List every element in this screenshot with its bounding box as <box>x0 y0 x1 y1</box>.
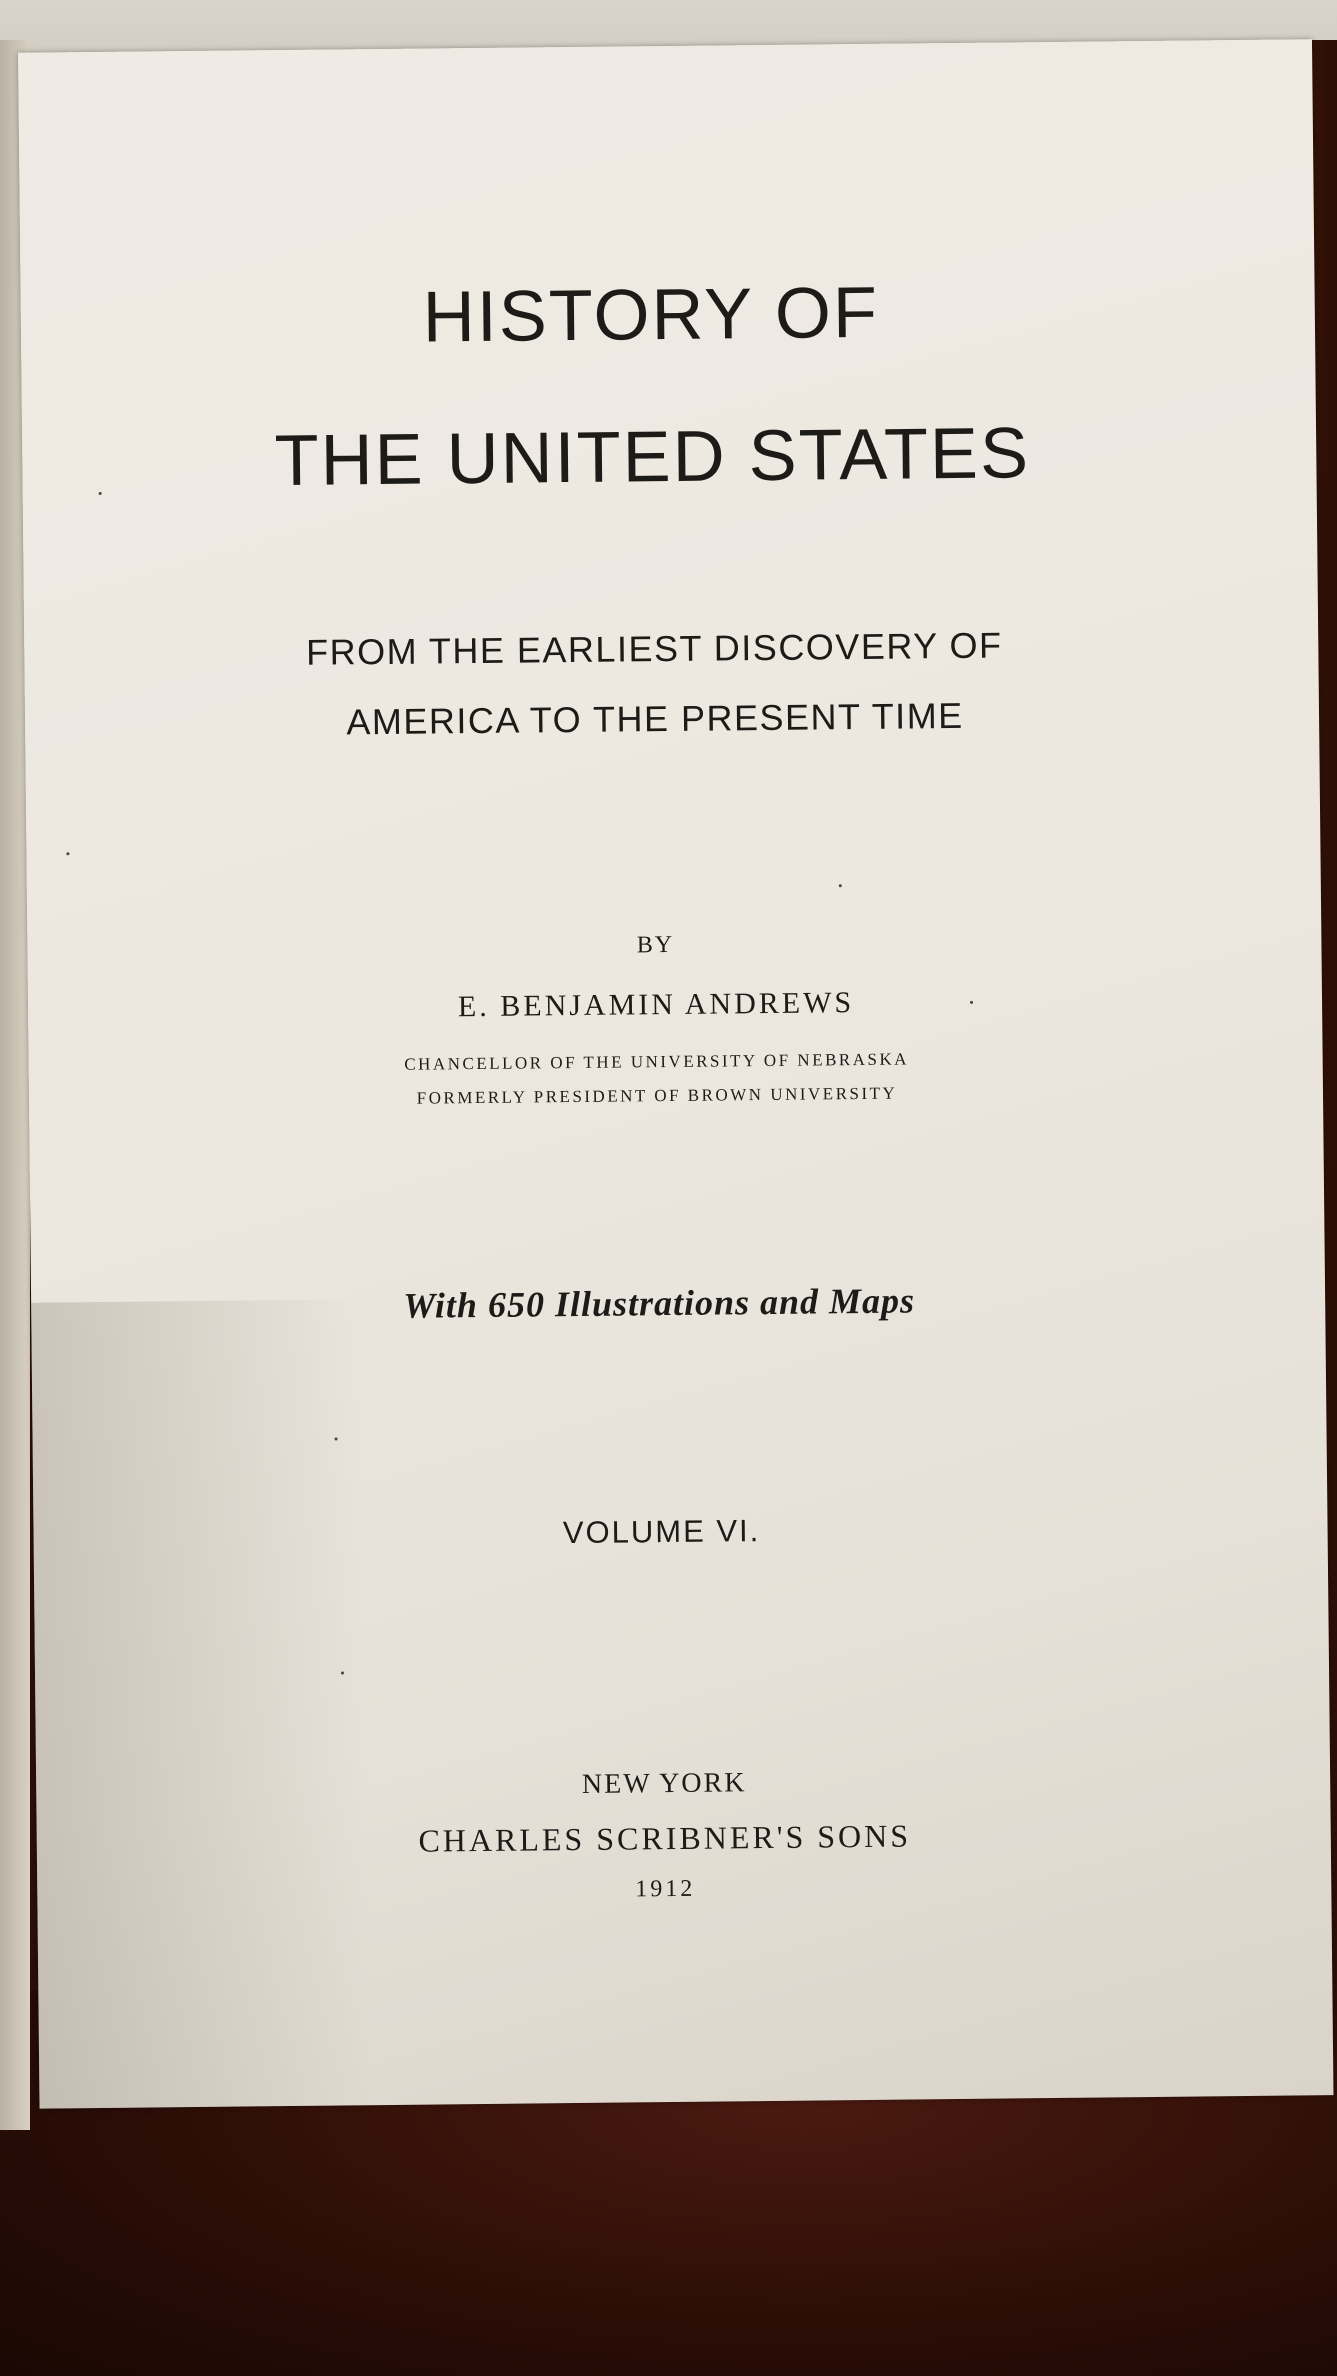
book-title-line-2: THE UNITED STATES <box>274 413 1031 502</box>
subtitle-line-1: FROM THE EARLIEST DISCOVERY OF <box>305 624 1003 673</box>
subtitle-line-2: AMERICA TO THE PRESENT TIME <box>346 694 964 743</box>
page-shadow <box>31 1299 369 2108</box>
illustrations-note: With 650 Illustrations and Maps <box>403 1280 916 1326</box>
by-line: BY <box>636 931 675 959</box>
paper-speck <box>341 1671 344 1674</box>
author-credential-1: CHANCELLOR OF THE UNIVERSITY OF NEBRASKA <box>404 1049 910 1074</box>
publisher-name: CHARLES SCRIBNER'S SONS <box>418 1817 912 1859</box>
paper-speck <box>970 1001 973 1004</box>
paper-speck <box>66 852 69 855</box>
paper-speck <box>839 884 842 887</box>
author-credential-2: FORMERLY PRESIDENT OF BROWN UNIVERSITY <box>416 1083 898 1108</box>
paper-speck <box>335 1438 338 1441</box>
publisher-city: NEW YORK <box>581 1767 747 1800</box>
book-title-line-1: HISTORY OF <box>422 272 880 358</box>
title-page <box>18 39 1333 2108</box>
author-name: E. BENJAMIN ANDREWS <box>457 986 855 1024</box>
volume-label: VOLUME VI. <box>562 1513 761 1551</box>
publication-year: 1912 <box>635 1875 696 1903</box>
paper-speck <box>99 492 102 495</box>
